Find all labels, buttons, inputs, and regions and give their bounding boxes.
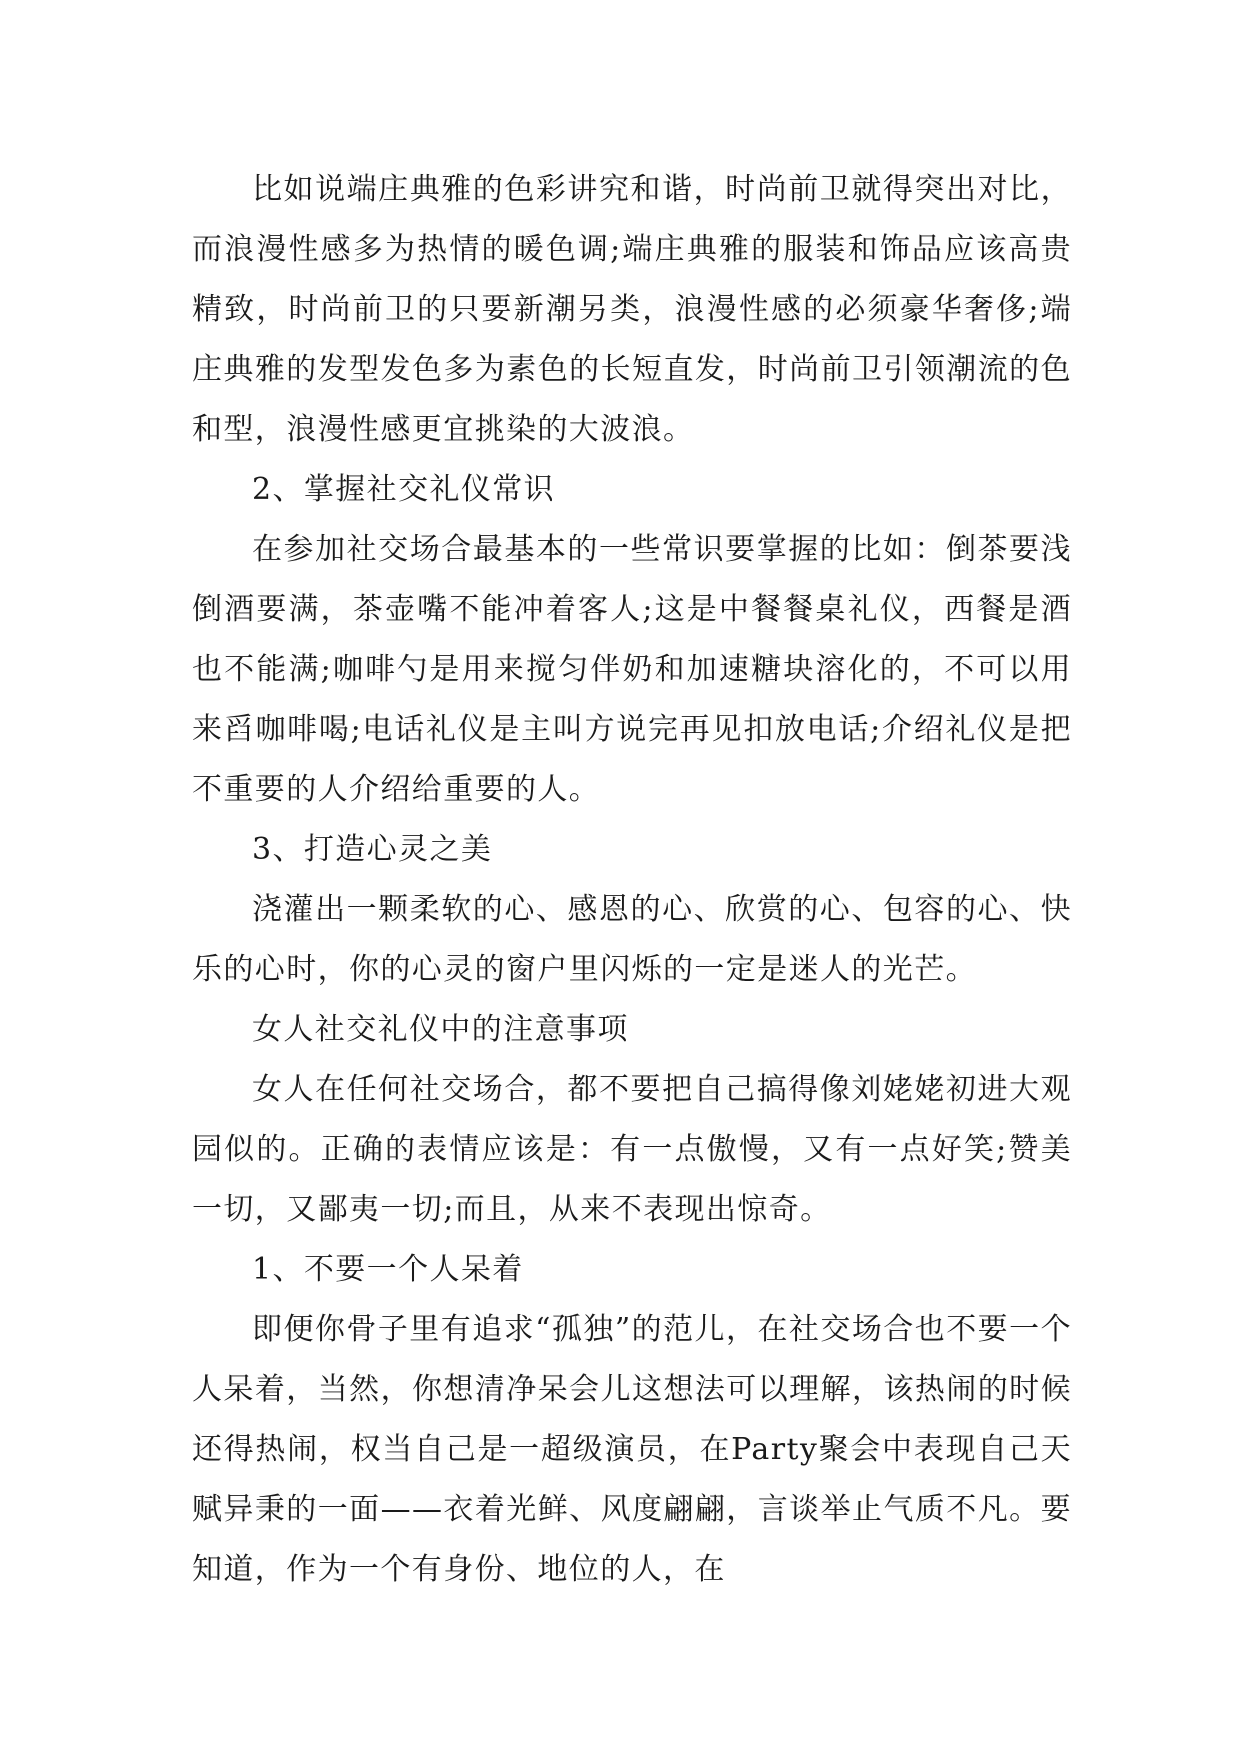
- paragraph-inner-beauty: 浇灌出一颗柔软的心、感恩的心、欣赏的心、包容的心、快乐的心时，你的心灵的窗户里闪烁的一定是迷人的光芒。: [192, 892, 1072, 987]
- paragraph-etiquette-basics: 在参加社交场合最基本的一些常识要掌握的比如：倒茶要浅倒酒要满，茶壶嘴不能冲着客人;这是中餐餐桌礼仪，西餐是酒也不能满;咖啡勺是用来搅匀伴奶和加速糖块溶化的，不可以用来舀咖啡喝;电话礼仪是主叫方说完再见扣放电话;介绍礼仪是把不重要的人介绍给重要的人。: [192, 532, 1072, 807]
- paragraph-precautions: 女人在任何社交场合，都不要把自己搞得像刘姥姥初进大观园似的。正确的表情应该是：有一点傲慢，又有一点好笑;赞美一切，又鄙夷一切;而且，从来不表现出惊奇。: [192, 1072, 1072, 1227]
- heading-precautions: 女人社交礼仪中的注意事项: [252, 1012, 629, 1047]
- heading-not-alone: 1、不要一个人呆着: [252, 1252, 524, 1287]
- heading-etiquette-knowledge: 2、掌握社交礼仪常识: [252, 472, 556, 507]
- paragraph-not-alone: 即便你骨子里有追求“孤独”的范儿，在社交场合也不要一个人呆着，当然，你想清净呆会儿这想法可以理解，该热闹的时候还得热闹，权当自己是一超级演员，在Party聚会中表现自己天赋异秉的一面——衣着光鲜、风度翩翩，言谈举止气质不凡。要知道，作为一个有身份、地位的人，在: [192, 1312, 1072, 1587]
- paragraph-style-colors: 比如说端庄典雅的色彩讲究和谐，时尚前卫就得突出对比，而浪漫性感多为热情的暖色调;端庄典雅的服装和饰品应该高贵精致，时尚前卫的只要新潮另类，浪漫性感的必须豪华奢侈;端庄典雅的发型发色多为素色的长短直发，时尚前卫引领潮流的色和型，浪漫性感更宜挑染的大波浪。: [192, 172, 1072, 447]
- heading-inner-beauty: 3、打造心灵之美: [252, 832, 493, 867]
- document-body: [192, 160, 1072, 1600]
